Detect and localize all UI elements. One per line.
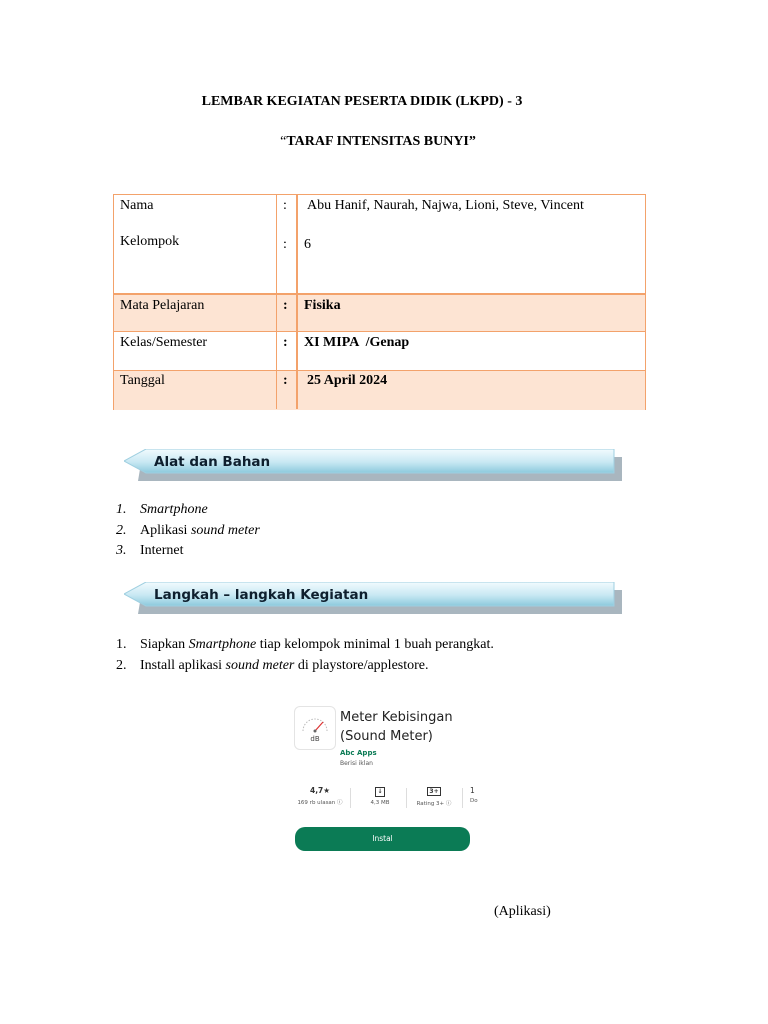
document-title: LEMBAR KEGIATAN PESERTA DIDIK (LKPD) - 3 bbox=[201, 94, 523, 109]
kelas-value: XI MIPA /Genap bbox=[304, 335, 410, 350]
kelompok-value: 6 bbox=[304, 237, 311, 252]
image-caption: (Aplikasi) bbox=[494, 904, 551, 919]
mapel-value: Fisika bbox=[304, 298, 341, 313]
tanggal-label: Tanggal bbox=[120, 373, 165, 388]
column-divider bbox=[276, 195, 277, 409]
divider bbox=[114, 293, 645, 295]
kelas-label: Kelas/Semester bbox=[120, 335, 208, 350]
section-heading: Alat dan Bahan bbox=[154, 454, 271, 470]
app-name: Meter Kebisingan (Sound Meter) bbox=[340, 710, 453, 744]
age-stat: 3+ Rating 3+ ⓘ bbox=[412, 786, 456, 807]
section-heading: Langkah – langkah Kegiatan bbox=[154, 587, 369, 603]
divider bbox=[114, 370, 645, 371]
tanggal-value: 25 April 2024 bbox=[307, 373, 388, 388]
rating-stat: 4,7★ 169 rb ulasan ⓘ bbox=[297, 786, 343, 806]
install-button[interactable]: Instal bbox=[295, 827, 470, 851]
nama-value: Abu Hanif, Naurah, Najwa, Lioni, Steve, Vincent bbox=[307, 198, 584, 213]
divider bbox=[350, 788, 351, 808]
colon: : bbox=[283, 198, 287, 213]
app-store-screenshot bbox=[290, 700, 490, 856]
size-stat: ↓ 4,3 MB bbox=[362, 786, 398, 806]
colon: : bbox=[283, 298, 288, 313]
document-subtitle bbox=[0, 134, 756, 150]
mapel-label: Mata Pelajaran bbox=[120, 298, 205, 313]
colon: : bbox=[283, 373, 288, 388]
rating-badge-icon: 3+ bbox=[429, 788, 439, 795]
icon-label: dB bbox=[310, 735, 320, 743]
identity-table bbox=[113, 194, 646, 410]
column-divider bbox=[296, 195, 298, 409]
nama-label: Nama bbox=[120, 198, 154, 213]
divider bbox=[406, 788, 407, 808]
extra-stat: 1 Do bbox=[470, 786, 478, 804]
kelompok-label: Kelompok bbox=[120, 234, 180, 249]
subtitle-text: TARAF INTENSITAS BUNYI” bbox=[286, 134, 476, 149]
app-developer: Abc Apps bbox=[340, 749, 377, 757]
sound-meter-gauge-icon bbox=[294, 706, 336, 750]
colon: : bbox=[283, 335, 288, 350]
section-banner-alat bbox=[124, 449, 622, 481]
subtitle-open-quote: “ bbox=[280, 134, 287, 149]
divider bbox=[462, 788, 463, 808]
divider bbox=[114, 331, 645, 332]
section-banner-langkah bbox=[124, 582, 622, 614]
ads-note: Berisi iklan bbox=[340, 760, 373, 767]
download-icon: ↓ bbox=[362, 786, 398, 797]
colon: : bbox=[283, 237, 287, 252]
